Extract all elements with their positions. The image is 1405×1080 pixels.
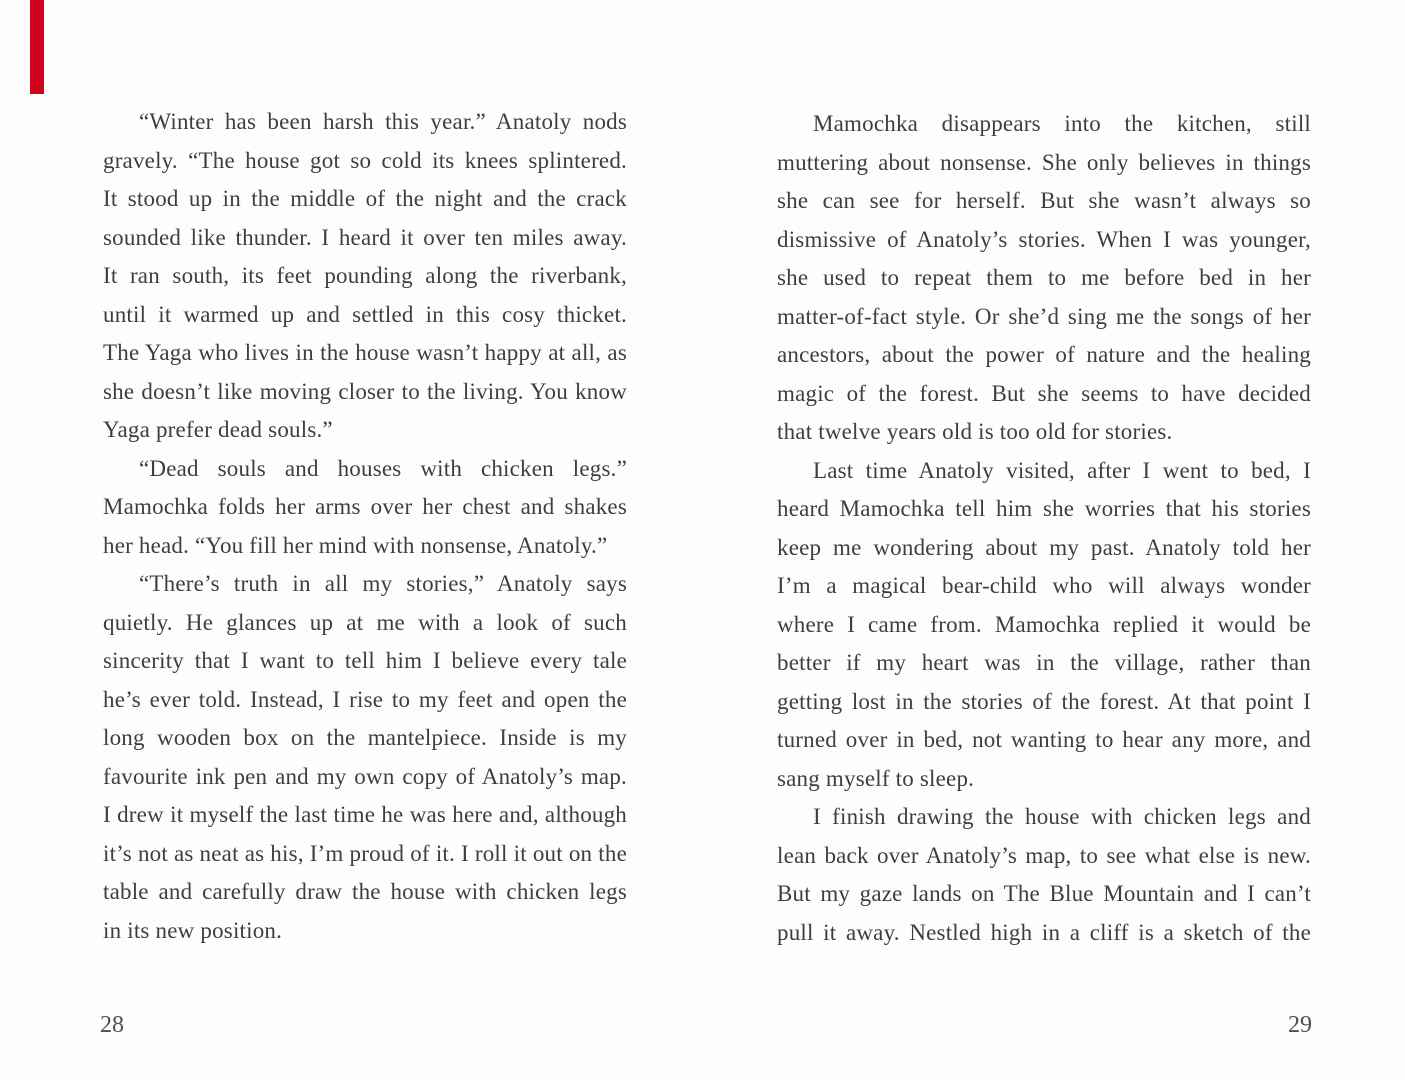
text-line: dismissive of Anatoly’s stories. When I was younger, <box>777 226 1311 252</box>
text-line: she used to repeat them to me before bed in her <box>777 265 1311 290</box>
text-line: turned over in bed, not wanting to hear any more, and <box>777 727 1311 752</box>
text-line: “Dead souls and houses with chicken legs.” <box>139 455 627 481</box>
text-line: magic of the forest. But she seems to have decided <box>777 380 1311 406</box>
text-line: gravely. “The house got so cold its knees splintered. <box>103 147 627 173</box>
text-line: sounded like thunder. I heard it over ten miles away. <box>103 224 627 250</box>
text-line: she doesn’t like moving closer to the living. You know <box>103 378 627 404</box>
text-line: sincerity that I want to tell him I believe every tale <box>103 648 627 673</box>
text-line: It ran south, its feet pounding along the riverbank, <box>103 263 627 288</box>
text-line: he’s ever told. Instead, I rise to my feet and open the <box>103 686 627 712</box>
text-line: long wooden box on the mantelpiece. Inside is my <box>103 725 627 750</box>
text-line: I’m a magical bear-child who will always wonder <box>777 573 1311 598</box>
text-line: ancestors, about the power of nature and the healing <box>777 342 1311 367</box>
text-line: Mamochka folds her arms over her chest and shakes <box>103 494 627 519</box>
text-line: Last time Anatoly visited, after I went to bed, I <box>813 457 1311 483</box>
text-line: pull it away. Nestled high in a cliff is a sketch of the <box>777 919 1311 945</box>
text-line: it’s not as neat as his, I’m proud of it. I roll it out on the <box>103 840 627 866</box>
paragraph <box>777 105 1311 452</box>
page-number-right: 29 <box>1288 1012 1312 1038</box>
text-line: quietly. He glances up at me with a look of such <box>103 609 627 635</box>
text-line: I finish drawing the house with chicken legs and <box>813 804 1311 829</box>
page-left <box>103 103 627 950</box>
text-line: Mamochka disappears into the kitchen, still <box>813 111 1311 136</box>
page-right <box>777 105 1311 952</box>
text-line: muttering about nonsense. She only believes in things <box>777 149 1311 175</box>
paragraph <box>777 798 1311 952</box>
red-bookmark-strip <box>30 0 44 94</box>
text-line: in its new position. <box>103 917 283 943</box>
text-line: Yaga prefer dead souls.” <box>103 417 333 442</box>
text-line: keep me wondering about my past. Anatoly told her <box>777 534 1311 560</box>
text-line: she can see for herself. But she wasn’t always so <box>777 188 1311 213</box>
paragraph <box>103 565 627 950</box>
text-line: until it warmed up and settled in this cosy thicket. <box>103 301 627 327</box>
text-line: It stood up in the middle of the night and the crack <box>103 186 627 211</box>
paragraph <box>103 103 627 450</box>
text-line: better if my heart was in the village, rather than <box>777 650 1311 675</box>
text-line: matter-of-fact style. Or she’d sing me the songs of her <box>777 303 1311 329</box>
paragraph <box>103 450 627 566</box>
text-line: table and carefully draw the house with chicken legs <box>103 879 627 904</box>
text-line: that twelve years old is too old for stories. <box>777 419 1173 444</box>
text-line: getting lost in the stories of the forest. At that point I <box>777 688 1311 714</box>
page-number-left: 28 <box>100 1012 124 1038</box>
text-line: sang myself to sleep. <box>777 765 975 791</box>
text-line: favourite ink pen and my own copy of Anatoly’s map. <box>103 763 627 789</box>
paragraph <box>777 452 1311 799</box>
text-line: But my gaze lands on The Blue Mountain and I can’t <box>777 881 1311 906</box>
text-line: heard Mamochka tell him she worries that his stories <box>777 496 1311 521</box>
text-line: “Winter has been harsh this year.” Anatoly nods <box>139 109 627 134</box>
text-line: I drew it myself the last time he was here and, although <box>103 802 627 827</box>
text-line: where I came from. Mamochka replied it would be <box>777 611 1311 637</box>
text-line: her head. “You fill her mind with nonsense, Anatoly.” <box>103 532 608 558</box>
text-line: “There’s truth in all my stories,” Anatoly says <box>139 571 627 596</box>
text-line: The Yaga who lives in the house wasn’t happy at all, as <box>103 340 627 365</box>
text-line: lean back over Anatoly’s map, to see what else is new. <box>777 842 1311 868</box>
